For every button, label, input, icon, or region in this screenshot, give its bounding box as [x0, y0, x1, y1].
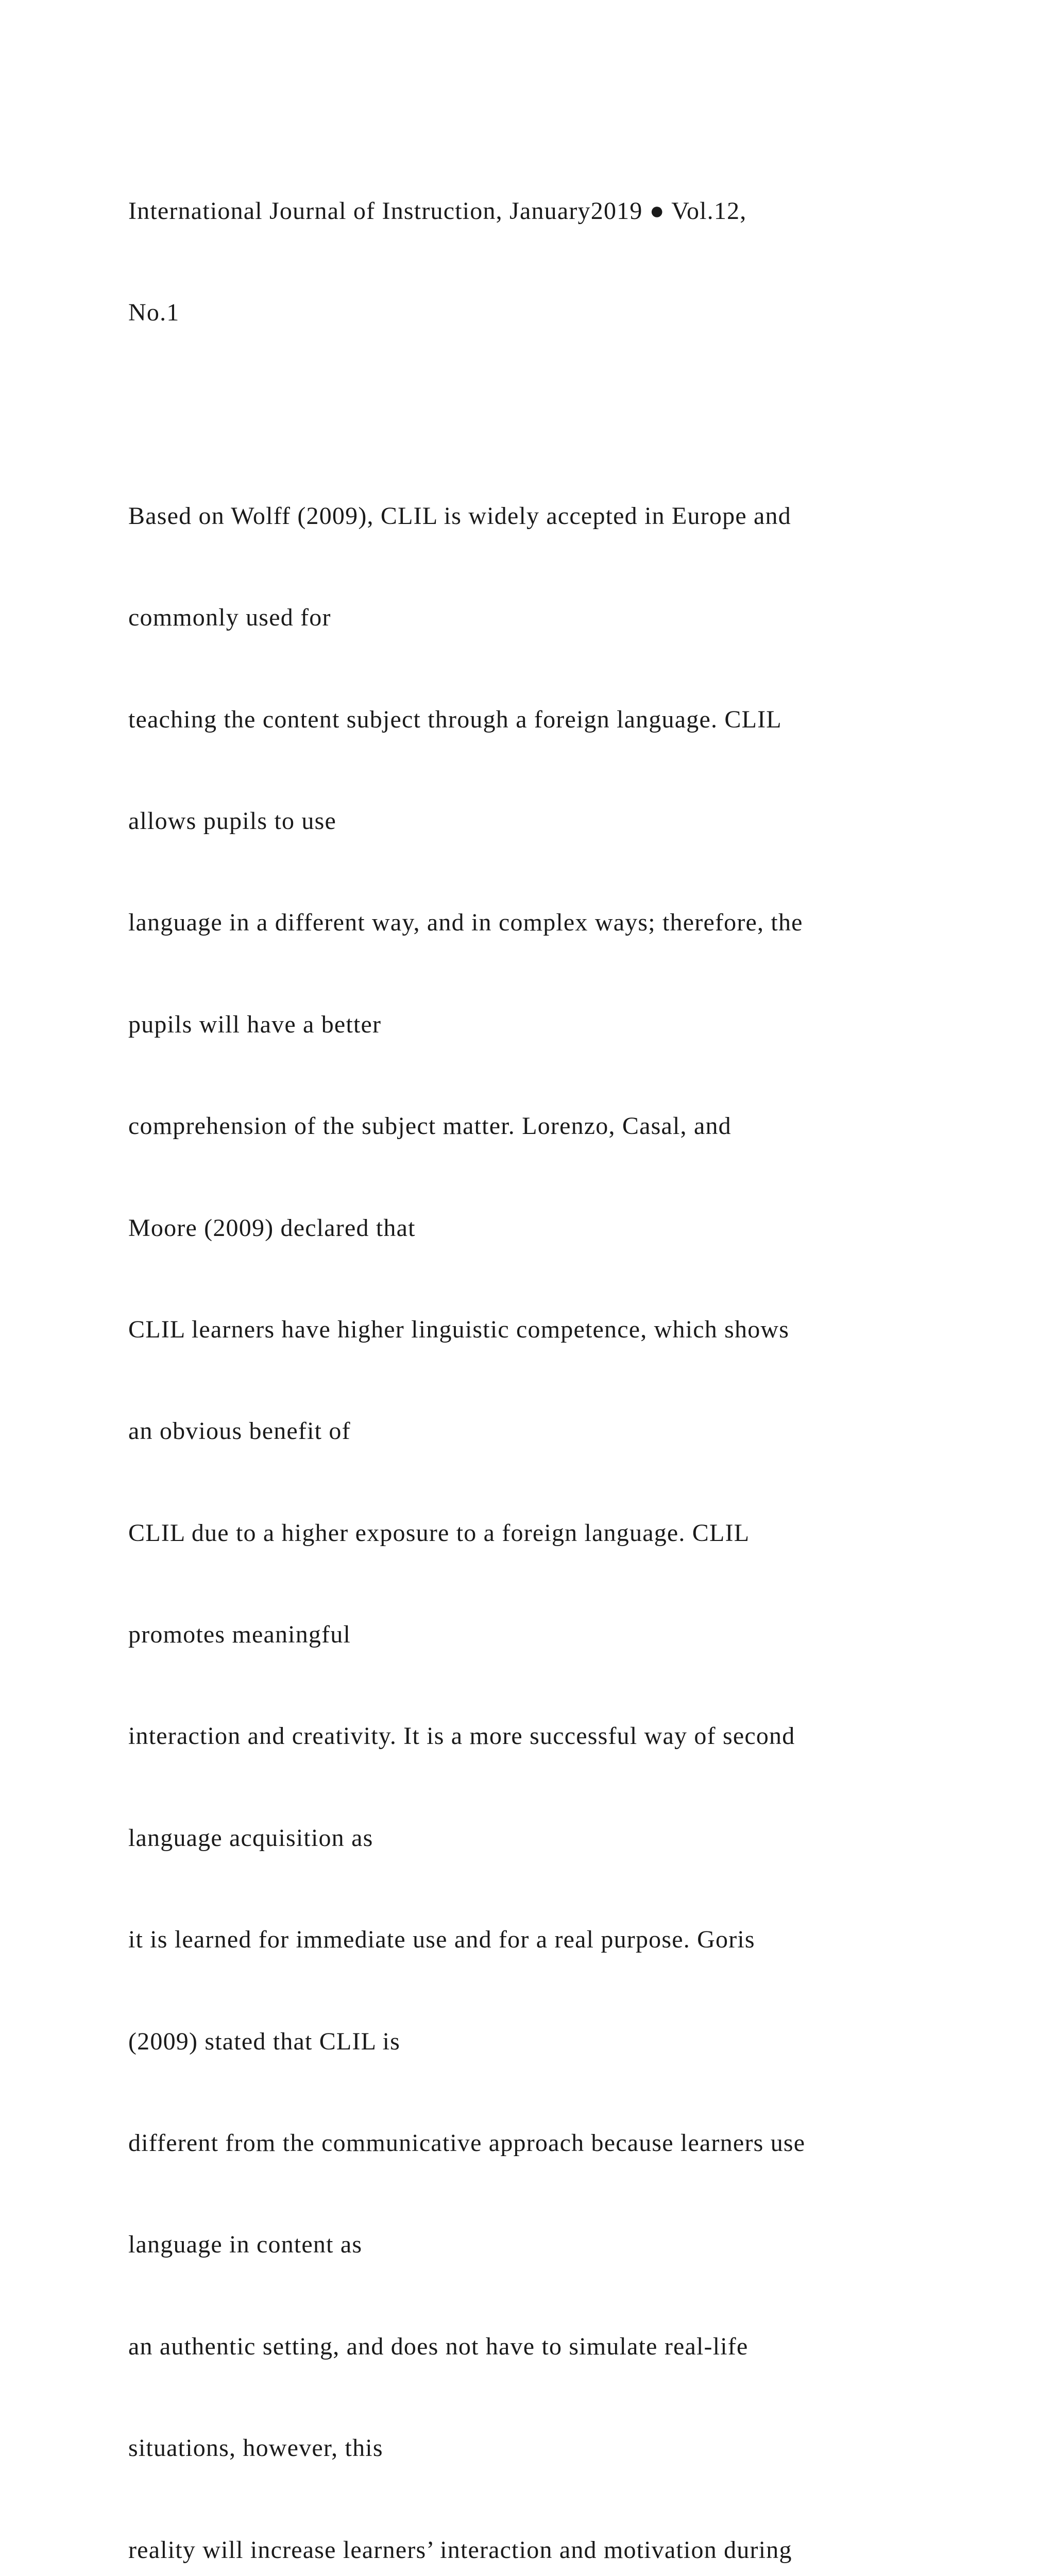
journal-header-line-1: International Journal of Instruction, January2019 ● Vol.12,: [128, 197, 747, 225]
body-line: an obvious benefit of: [128, 1417, 351, 1445]
body-line: allows pupils to use: [128, 807, 336, 835]
body-line: language acquisition as: [128, 1824, 373, 1852]
body-line: language in content as: [128, 2231, 363, 2259]
body-line: commonly used for: [128, 604, 331, 632]
body-line: an authentic setting, and does not have to simulate real-life: [128, 2332, 748, 2360]
body-line: it is learned for immediate use and for a real purpose. Goris: [128, 1926, 755, 1954]
body-line: comprehension of the subject matter. Lorenzo, Casal, and: [128, 1112, 731, 1140]
journal-header-line-2: No.1: [128, 298, 180, 326]
body-line: situations, however, this: [128, 2434, 383, 2462]
body-line: CLIL due to a higher exposure to a foreign language. CLIL: [128, 1519, 750, 1547]
body-line: Based on Wolff (2009), CLIL is widely accepted in Europe and: [128, 502, 791, 530]
blank-spacer: [128, 397, 994, 431]
body-line: interaction and creativity. It is a more successful way of second: [128, 1722, 795, 1750]
body-line: teaching the content subject through a foreign language. CLIL: [128, 705, 782, 733]
body-line: (2009) stated that CLIL is: [128, 2027, 400, 2055]
body-line: language in a different way, and in complex ways; therefore, the: [128, 909, 803, 937]
body-line: reality will increase learners’ interaction and motivation during: [128, 2536, 792, 2564]
document-text: [128, 126, 994, 2576]
body-line: CLIL learners have higher linguistic competence, which shows: [128, 1315, 790, 1343]
body-line: different from the communicative approach because learners use: [128, 2129, 806, 2157]
body-line: Moore (2009) declared that: [128, 1214, 416, 1242]
body-line: promotes meaningful: [128, 1621, 351, 1649]
body-line: pupils will have a better: [128, 1010, 382, 1038]
